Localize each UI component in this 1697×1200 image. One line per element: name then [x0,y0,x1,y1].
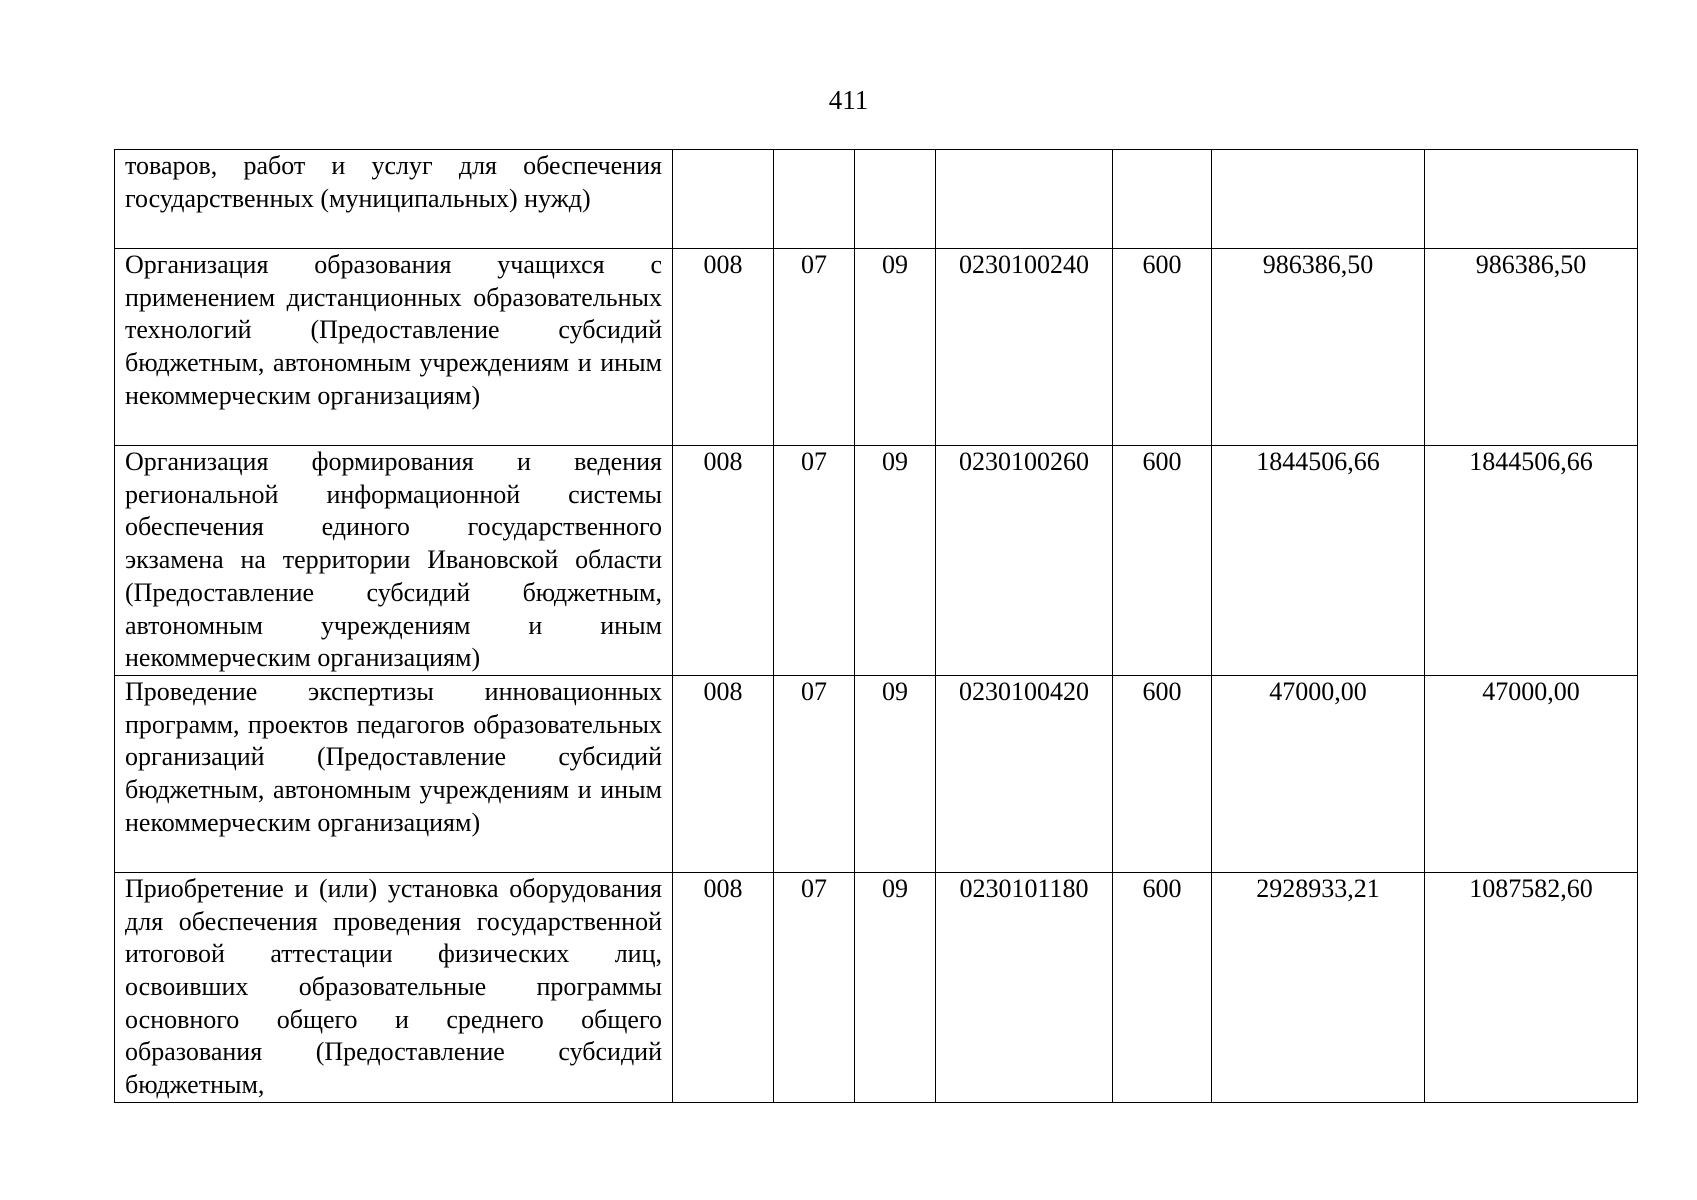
amount-1: 47000,00 [1212,675,1425,872]
section-code: 07 [774,872,855,1102]
expense-type-code: 600 [1113,872,1212,1102]
table-row [115,675,1638,872]
subsection-code: 09 [855,446,936,676]
ministry-code [673,150,774,249]
ministry-code: 008 [673,249,774,446]
amount-2: 1087582,60 [1425,872,1638,1102]
amount-2: 1844506,66 [1425,446,1638,676]
row-description: Проведение экспертизы инновационных программ, проектов педагогов образовательных организаций (Предоставление субсидий бюджетным, автономным учреждениям и иным некоммерческим организациям) [115,675,673,872]
amount-1: 2928933,21 [1212,872,1425,1102]
expense-type-code: 600 [1113,249,1212,446]
ministry-code: 008 [673,446,774,676]
ministry-code: 008 [673,675,774,872]
subsection-code: 09 [855,249,936,446]
section-code [774,150,855,249]
table-row [115,446,1638,676]
amount-1 [1212,150,1425,249]
table-row [115,872,1638,1102]
target-article-code: 0230100260 [936,446,1113,676]
amount-1: 1844506,66 [1212,446,1425,676]
row-description: Приобретение и (или) установка оборудования для обеспечения проведения государственной итоговой аттестации физических лиц, освоивших образовательные программы основного общего и среднего общего образования (Предоставление субсидий бюджетным, [115,872,673,1102]
amount-1: 986386,50 [1212,249,1425,446]
table-row [115,150,1638,249]
row-description: Организация формирования и ведения региональной информационной системы обеспечения единого государственного экзамена на территории Ивановской области (Предоставление субсидий бюджетным, автономным учреждениям и иным некоммерческим организациям) [115,446,673,676]
table-row [115,249,1638,446]
subsection-code: 09 [855,675,936,872]
ministry-code: 008 [673,872,774,1102]
expense-type-code [1113,150,1212,249]
page-number: 411 [828,85,869,115]
amount-2: 47000,00 [1425,675,1638,872]
section-code: 07 [774,446,855,676]
target-article-code: 0230101180 [936,872,1113,1102]
budget-table [114,149,1638,1103]
row-description: товаров, работ и услуг для обеспечения государственных (муниципальных) нужд) [115,150,673,249]
amount-2: 986386,50 [1425,249,1638,446]
amount-2 [1425,150,1638,249]
expense-type-code: 600 [1113,446,1212,676]
section-code: 07 [774,249,855,446]
target-article-code [936,150,1113,249]
target-article-code: 0230100420 [936,675,1113,872]
subsection-code: 09 [855,872,936,1102]
expense-type-code: 600 [1113,675,1212,872]
section-code: 07 [774,675,855,872]
target-article-code: 0230100240 [936,249,1113,446]
row-description: Организация образования учащихся с применением дистанционных образовательных технологий (Предоставление субсидий бюджетным, автономным учреждениям и иным некоммерческим организациям) [115,249,673,446]
subsection-code [855,150,936,249]
